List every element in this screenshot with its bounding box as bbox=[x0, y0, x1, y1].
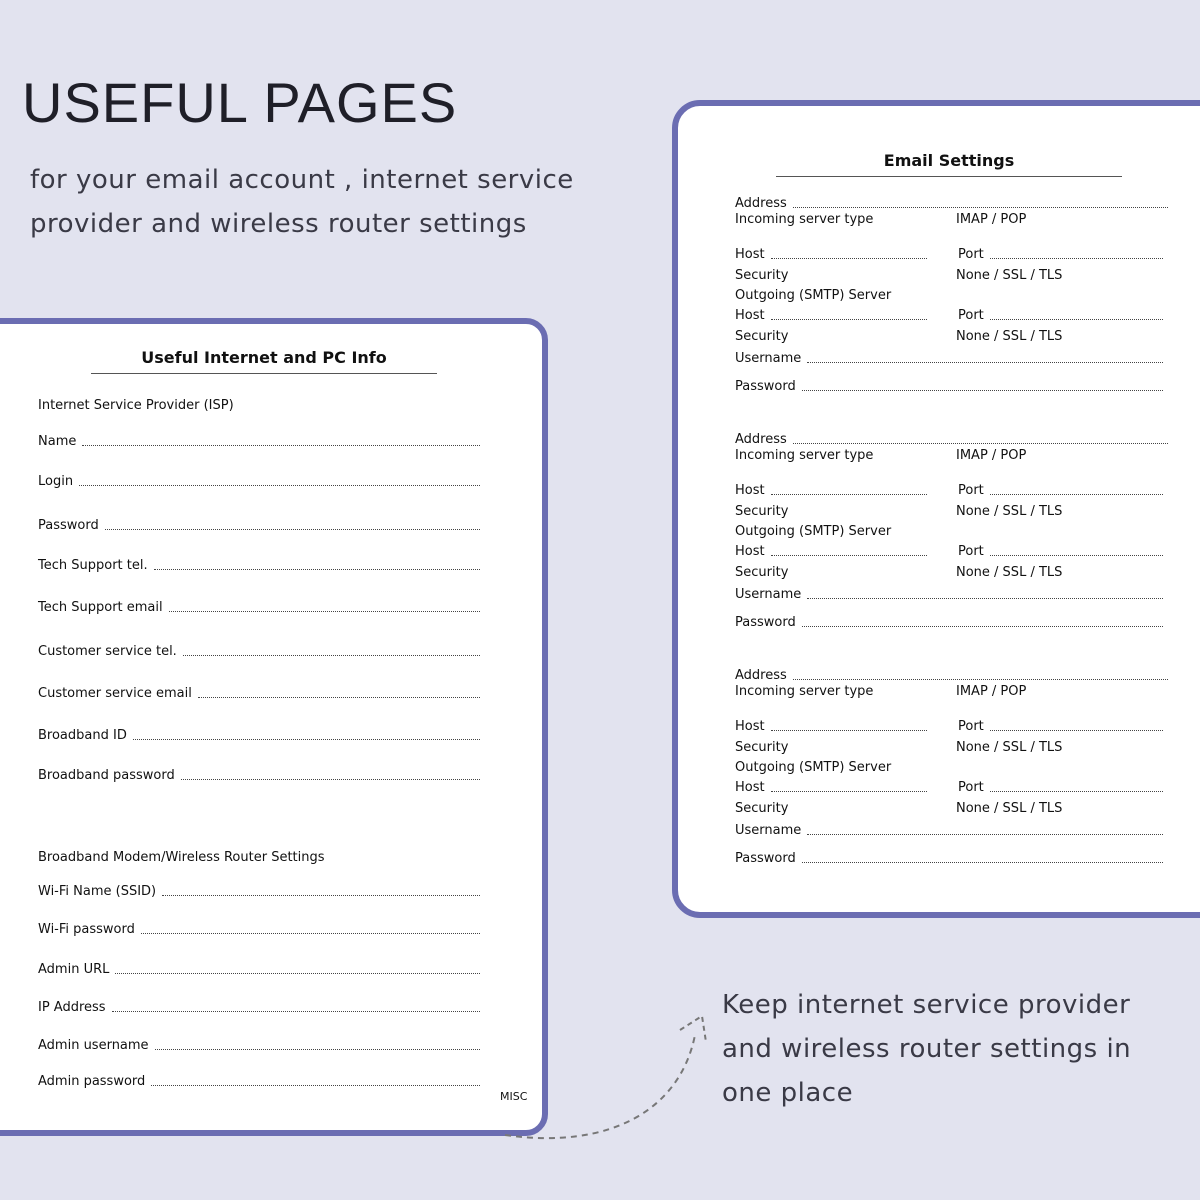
email-address-field-input[interactable] bbox=[793, 678, 1168, 680]
outgoing-port-field-label: Port bbox=[958, 780, 984, 795]
incoming-host-field bbox=[735, 247, 927, 262]
outgoing-security-label: Security bbox=[735, 329, 789, 344]
outgoing-port-field-label: Port bbox=[958, 544, 984, 559]
email-settings-title: Email Settings bbox=[776, 151, 1122, 177]
outgoing-host-field-input[interactable] bbox=[771, 790, 927, 792]
outgoing-host-field-input[interactable] bbox=[771, 318, 927, 320]
router-field-label: Admin password bbox=[38, 1074, 146, 1089]
router-field bbox=[38, 884, 480, 899]
isp-field-input[interactable] bbox=[169, 610, 480, 612]
isp-field bbox=[38, 644, 480, 659]
incoming-security-options: None / SSL / TLS bbox=[956, 740, 1063, 755]
outgoing-host-field-label: Host bbox=[735, 544, 765, 559]
isp-field bbox=[38, 768, 480, 783]
incoming-port-field-label: Port bbox=[958, 247, 984, 262]
outgoing-server-label: Outgoing (SMTP) Server bbox=[735, 524, 892, 539]
isp-field-label: Name bbox=[38, 434, 77, 449]
email-password-field-input[interactable] bbox=[802, 625, 1163, 627]
router-field-input[interactable] bbox=[112, 1010, 480, 1012]
incoming-host-field bbox=[735, 483, 927, 498]
email-password-field bbox=[735, 851, 1163, 866]
incoming-host-field-label: Host bbox=[735, 247, 765, 262]
email-address-field-label: Address bbox=[735, 432, 787, 447]
isp-field-label: Password bbox=[38, 518, 99, 533]
email-username-field-input[interactable] bbox=[807, 597, 1163, 599]
dashed-arrow-icon bbox=[490, 1000, 730, 1150]
isp-field-input[interactable] bbox=[79, 484, 480, 486]
outgoing-host-field-input[interactable] bbox=[771, 554, 927, 556]
incoming-server-label: Incoming server type bbox=[735, 212, 874, 227]
router-field-input[interactable] bbox=[155, 1048, 480, 1050]
imap-pop-options: IMAP / POP bbox=[956, 212, 1027, 227]
incoming-security-options: None / SSL / TLS bbox=[956, 268, 1063, 283]
email-username-field-label: Username bbox=[735, 587, 802, 602]
router-field-input[interactable] bbox=[115, 972, 480, 974]
incoming-host-field-input[interactable] bbox=[771, 729, 927, 731]
email-password-field-input[interactable] bbox=[802, 389, 1163, 391]
incoming-security-label: Security bbox=[735, 504, 789, 519]
isp-field-label: Broadband password bbox=[38, 768, 175, 783]
isp-field-label: Customer service email bbox=[38, 686, 192, 701]
incoming-host-field-label: Host bbox=[735, 483, 765, 498]
outgoing-host-field bbox=[735, 308, 927, 323]
outgoing-host-field bbox=[735, 544, 927, 559]
email-address-field-input[interactable] bbox=[793, 206, 1168, 208]
isp-field-input[interactable] bbox=[133, 738, 480, 740]
incoming-port-field bbox=[958, 247, 1163, 262]
router-field-input[interactable] bbox=[141, 932, 480, 934]
incoming-port-field-input[interactable] bbox=[990, 729, 1163, 731]
outgoing-host-field-label: Host bbox=[735, 780, 765, 795]
router-field bbox=[38, 1038, 480, 1053]
email-password-field-label: Password bbox=[735, 851, 796, 866]
isp-field-label: Login bbox=[38, 474, 74, 489]
outgoing-port-field-input[interactable] bbox=[990, 790, 1163, 792]
outgoing-host-field bbox=[735, 780, 927, 795]
email-address-field-label: Address bbox=[735, 668, 787, 683]
isp-field-input[interactable] bbox=[82, 444, 480, 446]
email-username-field-input[interactable] bbox=[807, 833, 1163, 835]
email-username-field bbox=[735, 823, 1163, 838]
isp-field-input[interactable] bbox=[181, 778, 480, 780]
outgoing-port-field-label: Port bbox=[958, 308, 984, 323]
imap-pop-options: IMAP / POP bbox=[956, 448, 1027, 463]
email-username-field-label: Username bbox=[735, 823, 802, 838]
email-password-field-label: Password bbox=[735, 615, 796, 630]
isp-field bbox=[38, 434, 480, 449]
isp-field bbox=[38, 474, 480, 489]
outgoing-security-label: Security bbox=[735, 801, 789, 816]
incoming-security-label: Security bbox=[735, 268, 789, 283]
email-password-field-input[interactable] bbox=[802, 861, 1163, 863]
router-heading: Broadband Modem/Wireless Router Settings bbox=[38, 850, 325, 865]
page-subtitle: for your email account , internet service provider and wireless router settings bbox=[30, 165, 574, 239]
email-settings-page bbox=[672, 100, 1200, 918]
imap-pop-options: IMAP / POP bbox=[956, 684, 1027, 699]
email-address-field-label: Address bbox=[735, 196, 787, 211]
isp-field bbox=[38, 728, 480, 743]
email-password-field bbox=[735, 615, 1163, 630]
isp-field-input[interactable] bbox=[198, 696, 480, 698]
isp-field bbox=[38, 686, 480, 701]
incoming-host-field bbox=[735, 719, 927, 734]
isp-field-label: Broadband ID bbox=[38, 728, 127, 743]
incoming-port-field-input[interactable] bbox=[990, 257, 1163, 259]
isp-field bbox=[38, 558, 480, 573]
incoming-server-label: Incoming server type bbox=[735, 684, 874, 699]
email-username-field bbox=[735, 587, 1163, 602]
incoming-port-field bbox=[958, 483, 1163, 498]
router-field-input[interactable] bbox=[151, 1084, 480, 1086]
outgoing-security-options: None / SSL / TLS bbox=[956, 565, 1063, 580]
outgoing-port-field-input[interactable] bbox=[990, 318, 1163, 320]
router-field bbox=[38, 1074, 480, 1089]
outgoing-port-field-input[interactable] bbox=[990, 554, 1163, 556]
router-field bbox=[38, 962, 480, 977]
isp-field bbox=[38, 600, 480, 615]
isp-field-label: Tech Support email bbox=[38, 600, 163, 615]
internet-pc-info-title: Useful Internet and PC Info bbox=[91, 348, 437, 374]
isp-field-input[interactable] bbox=[105, 528, 480, 530]
email-address-field bbox=[735, 668, 1168, 683]
isp-field-label: Tech Support tel. bbox=[38, 558, 148, 573]
isp-field bbox=[38, 518, 480, 533]
incoming-security-options: None / SSL / TLS bbox=[956, 504, 1063, 519]
incoming-host-field-label: Host bbox=[735, 719, 765, 734]
email-username-field-input[interactable] bbox=[807, 361, 1163, 363]
outgoing-port-field bbox=[958, 308, 1163, 323]
email-username-field-label: Username bbox=[735, 351, 802, 366]
isp-field-input[interactable] bbox=[154, 568, 480, 570]
outgoing-port-field bbox=[958, 780, 1163, 795]
outgoing-server-label: Outgoing (SMTP) Server bbox=[735, 288, 892, 303]
incoming-server-label: Incoming server type bbox=[735, 448, 874, 463]
router-field-label: Wi-Fi Name (SSID) bbox=[38, 884, 157, 899]
page-headline: USEFUL PAGES bbox=[22, 71, 458, 134]
router-field bbox=[38, 922, 480, 937]
router-field-label: Wi-Fi password bbox=[38, 922, 135, 937]
outgoing-port-field bbox=[958, 544, 1163, 559]
router-field-label: IP Address bbox=[38, 1000, 106, 1015]
isp-heading: Internet Service Provider (ISP) bbox=[38, 398, 234, 413]
incoming-host-field-input[interactable] bbox=[771, 493, 927, 495]
misc-label: MISC bbox=[500, 1090, 528, 1103]
isp-field-input[interactable] bbox=[183, 654, 480, 656]
incoming-port-field-input[interactable] bbox=[990, 493, 1163, 495]
router-field-label: Admin URL bbox=[38, 962, 110, 977]
outgoing-security-options: None / SSL / TLS bbox=[956, 801, 1063, 816]
router-field-input[interactable] bbox=[162, 894, 480, 896]
email-address-field bbox=[735, 196, 1168, 211]
email-username-field bbox=[735, 351, 1163, 366]
isp-field-label: Customer service tel. bbox=[38, 644, 177, 659]
email-password-field bbox=[735, 379, 1163, 394]
incoming-port-field-label: Port bbox=[958, 483, 984, 498]
email-address-field-input[interactable] bbox=[793, 442, 1168, 444]
incoming-port-field-label: Port bbox=[958, 719, 984, 734]
incoming-host-field-input[interactable] bbox=[771, 257, 927, 259]
outgoing-server-label: Outgoing (SMTP) Server bbox=[735, 760, 892, 775]
router-field-label: Admin username bbox=[38, 1038, 149, 1053]
outgoing-security-options: None / SSL / TLS bbox=[956, 329, 1063, 344]
email-password-field-label: Password bbox=[735, 379, 796, 394]
incoming-security-label: Security bbox=[735, 740, 789, 755]
incoming-port-field bbox=[958, 719, 1163, 734]
outgoing-security-label: Security bbox=[735, 565, 789, 580]
email-address-field bbox=[735, 432, 1168, 447]
router-field bbox=[38, 1000, 480, 1015]
caption-text: Keep internet service provider and wireless router settings in one place bbox=[722, 990, 1132, 1108]
internet-pc-info-page bbox=[0, 318, 548, 1136]
outgoing-host-field-label: Host bbox=[735, 308, 765, 323]
